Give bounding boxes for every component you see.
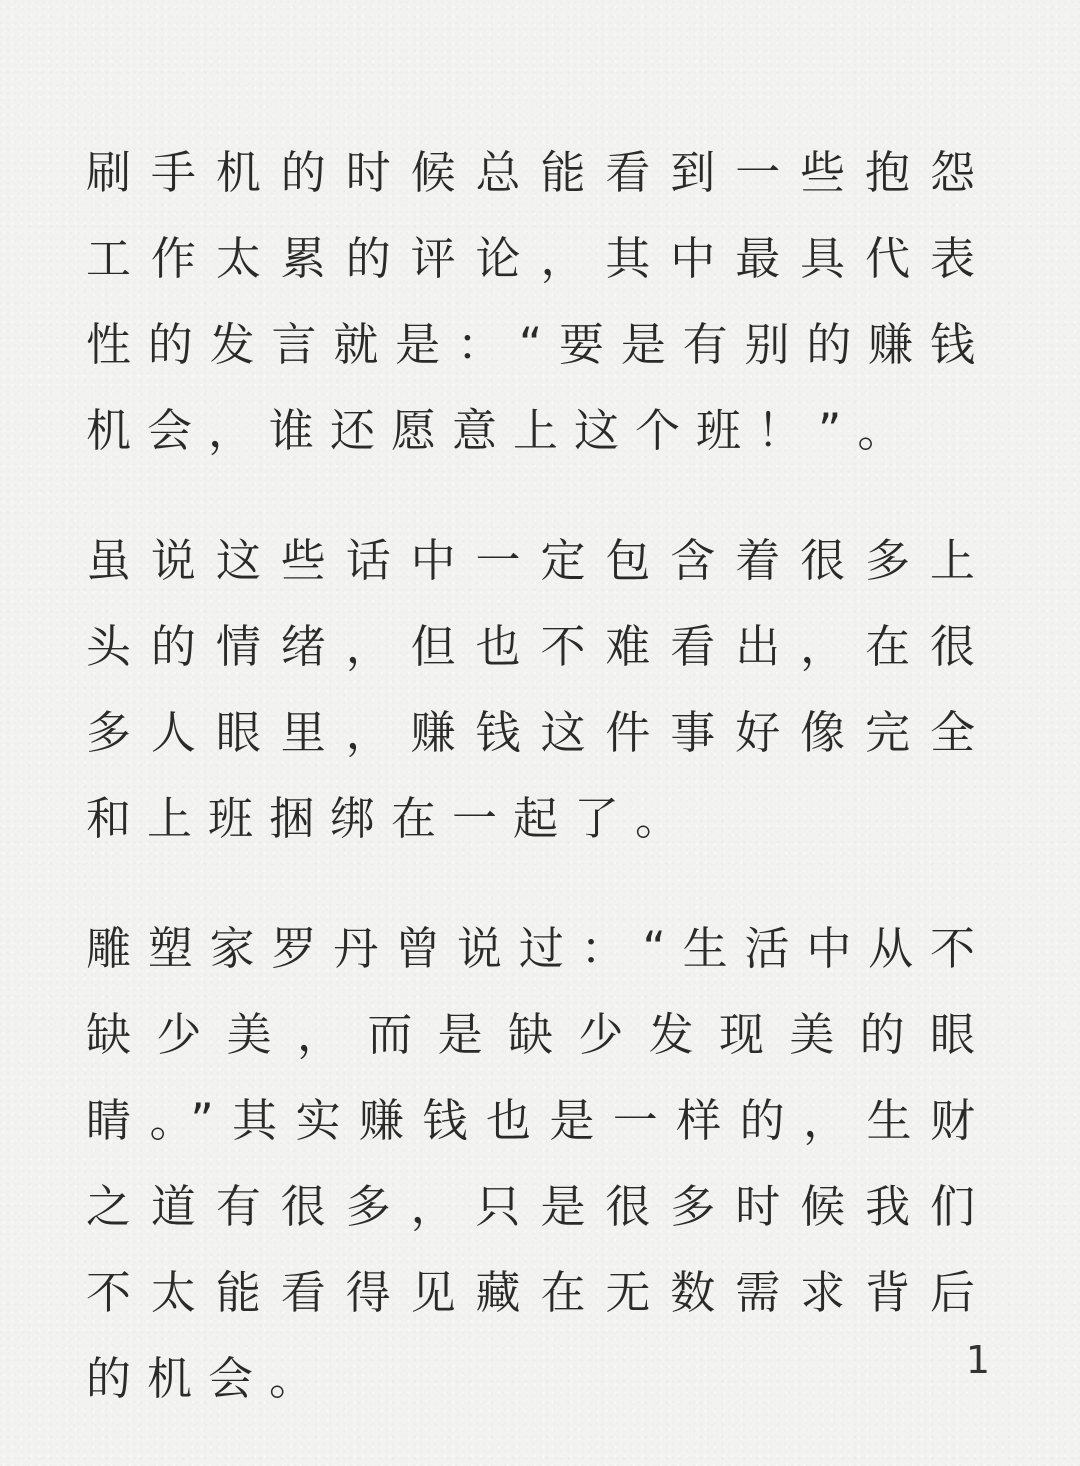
paragraph-1: 刷手机的时候总能看到一些抱怨工作太累的评论，其中最具代表性的发言就是：“要是有别的赚钱机会，谁还愿意上这个班！”。 [86, 146, 991, 457]
page-number: 1 [965, 1338, 990, 1382]
paragraph-2: 虽说这些话中一定包含着很多上头的情绪，但也不难看出，在很多人眼里，赚钱这件事好像完全和上班捆绑在一起了。 [86, 534, 991, 845]
article-body [86, 130, 991, 1466]
paragraph-3: 雕塑家罗丹曾说过：“生活中从不缺少美，而是缺少发现美的眼睛。”其实赚钱也是一样的，生财之道有很多，只是很多时候我们不太能看得见藏在无数需求背后的机会。 [86, 922, 991, 1405]
